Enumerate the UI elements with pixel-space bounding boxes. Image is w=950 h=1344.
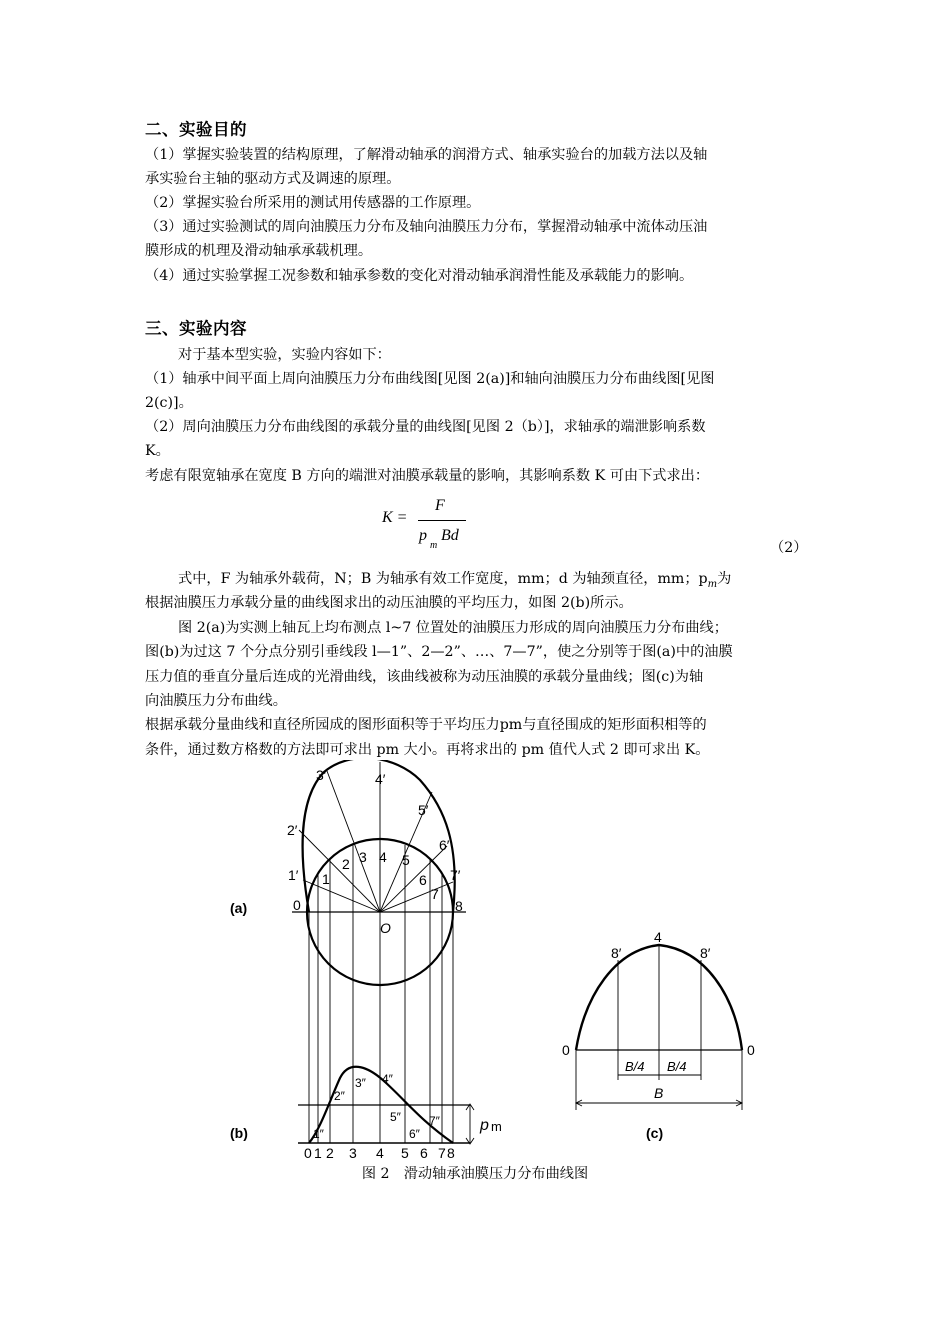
label-a: (a)	[230, 900, 248, 916]
radial-line-3	[327, 771, 380, 912]
section-2-heading: 二、实验目的	[145, 120, 247, 139]
formula-numerator: F	[435, 497, 445, 514]
section-2-line-3: （2）掌握实验台所采用的测试用传感器的工作原理。	[145, 195, 481, 211]
b-axis-label-6: 6	[420, 1145, 428, 1160]
section-3-line-3: （2）周向油膜压力分布曲线图的承载分量的曲线图[见图 2（b）]，求轴承的端泄影响系数	[145, 419, 706, 435]
b-curve-label-1: 1″	[313, 1127, 324, 1141]
section-3-line-4: K。	[145, 443, 170, 459]
section-3-line-5: 考虑有限宽轴承在宽度 B 方向的端泄对油膜承载量的影响，其影响系数 K 可由下式求出：	[145, 468, 710, 484]
section-2-line-5: 膜形成的机理及滑动轴承承载机理。	[145, 243, 373, 259]
c-label-width: B	[654, 1085, 664, 1101]
c-label-left-end: 0	[562, 1042, 570, 1058]
b-axis-label-0: 0	[304, 1145, 312, 1160]
pm-label-m: m	[491, 1119, 502, 1134]
section-3-line-1: （1）轴承中间平面上周向油膜压力分布曲线图[见图 2(a)]和轴向油膜压力分布曲线图[见图	[145, 371, 715, 387]
formula-lhs: K =	[382, 509, 408, 526]
radial-line-2	[299, 830, 380, 912]
outer-label-4: 4′	[375, 771, 386, 787]
section-2-line-2: 承实验台主轴的驱动方式及调速的原理。	[145, 171, 401, 187]
c-label-left-mid: 8′	[611, 945, 622, 961]
formula-denominator-sub: m	[430, 540, 438, 551]
c-label-quarter-2: B/4	[667, 1059, 687, 1074]
figure-caption: 图 2 滑动轴承油膜压力分布曲线图	[361, 1166, 589, 1182]
b-curve-label-5: 5″	[390, 1110, 401, 1124]
radial-line-6	[380, 846, 447, 912]
explain-line-2: 根据油膜压力承载分量的曲线图求出的动压油膜的平均压力，如图 2(b)所示。	[145, 595, 633, 611]
b-curve-label-6: 6″	[409, 1127, 420, 1141]
fig-desc-line-4: 向油膜压力分布曲线。	[145, 693, 287, 709]
c-label-quarter-1: B/4	[625, 1059, 645, 1074]
equation-number: （2）	[770, 540, 808, 556]
label-b: (b)	[230, 1125, 248, 1141]
explain-line-1-text: 式中，F 为轴承外载荷，N；B 为轴承有效工作宽度，mm；d 为轴颈直径，mm；p	[178, 571, 708, 587]
c-label-top: 4	[654, 929, 662, 945]
explain-sub: m	[707, 578, 718, 590]
label-eight-right: 8	[455, 898, 463, 914]
inner-label-2: 2	[342, 856, 350, 872]
b-axis-label-2: 2	[326, 1145, 334, 1160]
inner-label-6: 6	[419, 872, 427, 888]
section-2-line-6: （4）通过实验掌握工况参数和轴承参数的变化对滑动轴承润滑性能及承载能力的影响。	[145, 268, 694, 284]
formula-denominator-rest: Bd	[441, 527, 459, 544]
fraction-bar	[418, 520, 466, 521]
outer-label-5: 5′	[418, 802, 429, 818]
b-axis-label-3: 3	[349, 1145, 357, 1160]
b-curve-label-7: 7″	[429, 1114, 440, 1128]
section-3-line-2: 2(c)]。	[145, 395, 193, 411]
b-axis-label-4: 4	[376, 1145, 384, 1160]
b-curve-label-2: 2″	[334, 1089, 345, 1103]
b-axis-label-5: 5	[401, 1145, 409, 1160]
outer-label-3: 3′	[316, 767, 327, 783]
c-label-right-end: 0	[747, 1042, 755, 1058]
outer-label-1: 1′	[288, 867, 299, 883]
fig-desc-line-3: 压力值的垂直分量后连成的光滑曲线，该曲线被称为动压油膜的承载分量曲线；图(c)为轴	[145, 669, 704, 685]
inner-label-1: 1	[322, 871, 330, 887]
outer-label-2: 2′	[287, 822, 298, 838]
b-axis-label-8: 8	[447, 1145, 455, 1160]
pm-line-2: 条件，通过数方格数的方法即可求出 pm 大小。再将求出的 pm 值代人式 2 即可求出 K。	[145, 742, 710, 758]
c-label-right-mid: 8′	[700, 945, 711, 961]
section-3-intro: 对于基本型实验，实验内容如下：	[178, 347, 391, 363]
bearing-pressure-figure	[0, 760, 950, 1160]
inner-label-5: 5	[402, 852, 410, 868]
section-3-heading: 三、实验内容	[145, 319, 247, 338]
pm-line-1: 根据承载分量曲线和直径所园成的图形面积等于平均压力pm与直径围成的矩形面积相等的	[145, 717, 707, 733]
pm-label-p: p	[480, 1117, 489, 1134]
b-curve-label-3: 3″	[355, 1076, 366, 1090]
center-label-o: O	[380, 920, 391, 936]
inner-label-3: 3	[359, 849, 367, 865]
outer-label-7: 7′	[450, 867, 461, 883]
label-zero-left: 0	[293, 897, 301, 913]
outer-label-6: 6′	[439, 837, 450, 853]
b-axis-label-1: 1	[314, 1145, 322, 1160]
b-axis-label-7: 7	[438, 1145, 446, 1160]
explain-tail: 为	[717, 571, 732, 587]
label-c: (c)	[646, 1125, 664, 1141]
fig-desc-line-1: 图 2(a)为实测上轴瓦上均布测点 l~7 位置处的油膜压力形成的周向油膜压力分布曲线；	[178, 620, 728, 636]
b-curve-label-4: 4″	[382, 1072, 393, 1086]
inner-label-4: 4	[379, 849, 387, 865]
section-2-line-1: （1）掌握实验装置的结构原理，了解滑动轴承的润滑方式、轴承实验台的加载方法以及轴	[145, 147, 708, 163]
fig-desc-line-2: 图(b)为过这 7 个分点分别引垂线段 l—1”、2—2”、…、7—7”，使之分别等于图(a)中的油膜	[145, 644, 733, 660]
inner-label-7: 7	[431, 886, 439, 902]
section-2-line-4: （3）通过实验测试的周向油膜压力分布及轴向油膜压力分布，掌握滑动轴承中流体动压油	[145, 219, 708, 235]
formula-denominator-p: p	[419, 527, 427, 544]
radial-line-1	[303, 880, 380, 912]
